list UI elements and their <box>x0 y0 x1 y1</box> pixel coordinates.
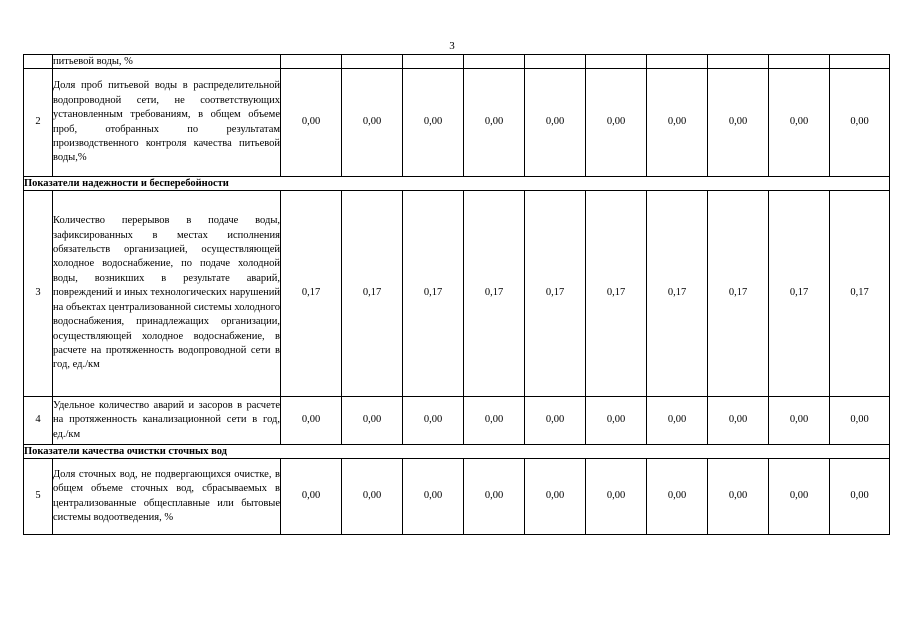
value-cell: 0,00 <box>281 69 342 177</box>
value-cell: 0,17 <box>647 191 708 397</box>
value-cell: 0,00 <box>464 459 525 535</box>
table-row-5 <box>24 459 890 535</box>
value-cell: 0,00 <box>403 69 464 177</box>
value-cell: 0,00 <box>281 397 342 445</box>
value-cell: 0,00 <box>830 459 890 535</box>
value-cell: 0,17 <box>708 191 769 397</box>
value-cell <box>708 55 769 69</box>
section-row-reliability <box>24 177 890 191</box>
value-cell: 0,00 <box>586 397 647 445</box>
value-cell: 0,00 <box>525 459 586 535</box>
table-row-continuation <box>24 55 890 69</box>
value-cell <box>525 55 586 69</box>
value-cell: 0,00 <box>403 459 464 535</box>
row-number: 4 <box>24 397 53 445</box>
value-cell: 0,00 <box>708 397 769 445</box>
value-cell: 0,00 <box>830 69 890 177</box>
table-row-4 <box>24 397 890 445</box>
value-cell: 0,17 <box>525 191 586 397</box>
value-cell: 0,00 <box>342 459 403 535</box>
value-cell: 0,00 <box>342 69 403 177</box>
value-cell <box>830 55 890 69</box>
value-cell: 0,00 <box>647 69 708 177</box>
row-description: Количество перерывов в подаче воды, зафиксированных в местах исполнения обязательств организацией, осуществляющей холодное водоснабжение, по подаче холодной воды, возникших в результате аварий, повреждений и иных технологических нарушений на объектах централизованной системы холодного водоснабжения, принадлежащих организации, осуществляющей холодное водоснабжение, в расчете на протяженность водопроводной сети в год, ед./км <box>53 191 281 397</box>
value-cell: 0,00 <box>586 459 647 535</box>
page-number: 3 <box>449 40 455 52</box>
value-cell <box>281 55 342 69</box>
table-row-3 <box>24 191 890 397</box>
value-cell: 0,00 <box>525 397 586 445</box>
row-description: Доля сточных вод, не подвергающихся очистке, в общем объеме сточных вод, сбрасываемых в централизованные общесплавные или бытовые системы водоотведения, % <box>53 459 281 535</box>
value-cell: 0,00 <box>586 69 647 177</box>
value-cell: 0,17 <box>769 191 830 397</box>
value-cell: 0,00 <box>708 69 769 177</box>
value-cell: 0,00 <box>525 69 586 177</box>
value-cell: 0,00 <box>281 459 342 535</box>
value-cell: 0,00 <box>708 459 769 535</box>
section-heading: Показатели качества очистки сточных вод <box>24 445 890 459</box>
value-cell <box>464 55 525 69</box>
value-cell: 0,17 <box>342 191 403 397</box>
value-cell: 0,00 <box>464 69 525 177</box>
value-cell: 0,00 <box>769 69 830 177</box>
value-cell <box>586 55 647 69</box>
row-description: Удельное количество аварий и засоров в расчете на протяженность канализационной сети в год, ед./км <box>53 397 281 445</box>
value-cell <box>403 55 464 69</box>
value-cell <box>647 55 708 69</box>
value-cell <box>342 55 403 69</box>
value-cell: 0,00 <box>342 397 403 445</box>
value-cell: 0,17 <box>830 191 890 397</box>
row-description: питьевой воды, % <box>53 55 281 69</box>
value-cell: 0,00 <box>647 459 708 535</box>
value-cell: 0,00 <box>403 397 464 445</box>
value-cell: 0,17 <box>403 191 464 397</box>
value-cell: 0,00 <box>769 397 830 445</box>
value-cell: 0,17 <box>281 191 342 397</box>
row-number-cell <box>24 55 53 69</box>
row-number: 3 <box>24 191 53 397</box>
value-cell: 0,00 <box>647 397 708 445</box>
section-heading: Показатели надежности и бесперебойности <box>24 177 890 191</box>
value-cell: 0,17 <box>586 191 647 397</box>
row-description: Доля проб питьевой воды в распределительной водопроводной сети, не соответствующих установленным требованиям, в общем объеме проб, отобранных по результатам производственного контроля качества питьевой воды,% <box>53 69 281 177</box>
value-cell: 0,00 <box>464 397 525 445</box>
value-cell: 0,00 <box>830 397 890 445</box>
table-row-2 <box>24 69 890 177</box>
row-number: 2 <box>24 69 53 177</box>
value-cell: 0,17 <box>464 191 525 397</box>
row-number: 5 <box>24 459 53 535</box>
value-cell <box>769 55 830 69</box>
value-cell: 0,00 <box>769 459 830 535</box>
indicators-table <box>23 54 890 535</box>
section-row-wastewater <box>24 445 890 459</box>
